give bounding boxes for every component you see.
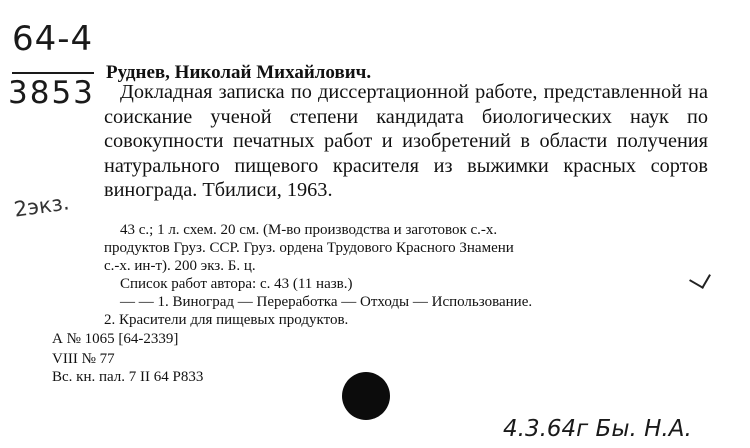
author-heading: Руднев, Николай Михайлович. xyxy=(106,62,372,83)
physical-description-line-1: 43 с.; 1 л. схем. 20 см. (М-во производства и заготовок с.-х. xyxy=(120,222,498,238)
shelf-mark-top: 64-4 xyxy=(12,19,94,59)
subject-headings-line-2: 2. Красители для пищевых продуктов. xyxy=(104,312,349,328)
physical-description-line-2: продуктов Груз. ССР. Груз. ордена Трудового Красного Знамени xyxy=(104,240,514,256)
accession-number: А № 1065 [64-2339] xyxy=(52,331,179,347)
series-number: VIII № 77 xyxy=(52,351,115,367)
pencil-annotation: 4.3.64г Бы. Н.А. xyxy=(503,416,692,442)
subject-headings-line-1: — — 1. Виноград — Переработка — Отходы — Использование. xyxy=(120,294,533,310)
check-mark xyxy=(689,267,711,289)
shelf-mark-rule xyxy=(12,72,94,74)
copies-note: 2экз. xyxy=(12,190,71,222)
title-paragraph: Докладная записка по диссертационной работе, представленной на соискание ученой степени кандидата биологических наук по совокупности печатных работ и изобретений в области получения натурального пищевого красителя из выжимки красных сортов винограда. Тбилиси, 1963. xyxy=(104,81,708,202)
physical-description-line-3: с.-х. ин-т). 200 экз. Б. ц. xyxy=(104,258,256,274)
punch-hole xyxy=(342,372,390,420)
chamber-register: Вс. кн. пал. 7 II 64 Р833 xyxy=(52,369,204,385)
bibliography-note: Список работ автора: с. 43 (11 назв.) xyxy=(120,276,353,292)
shelf-mark-bottom: 3853 xyxy=(8,75,95,111)
